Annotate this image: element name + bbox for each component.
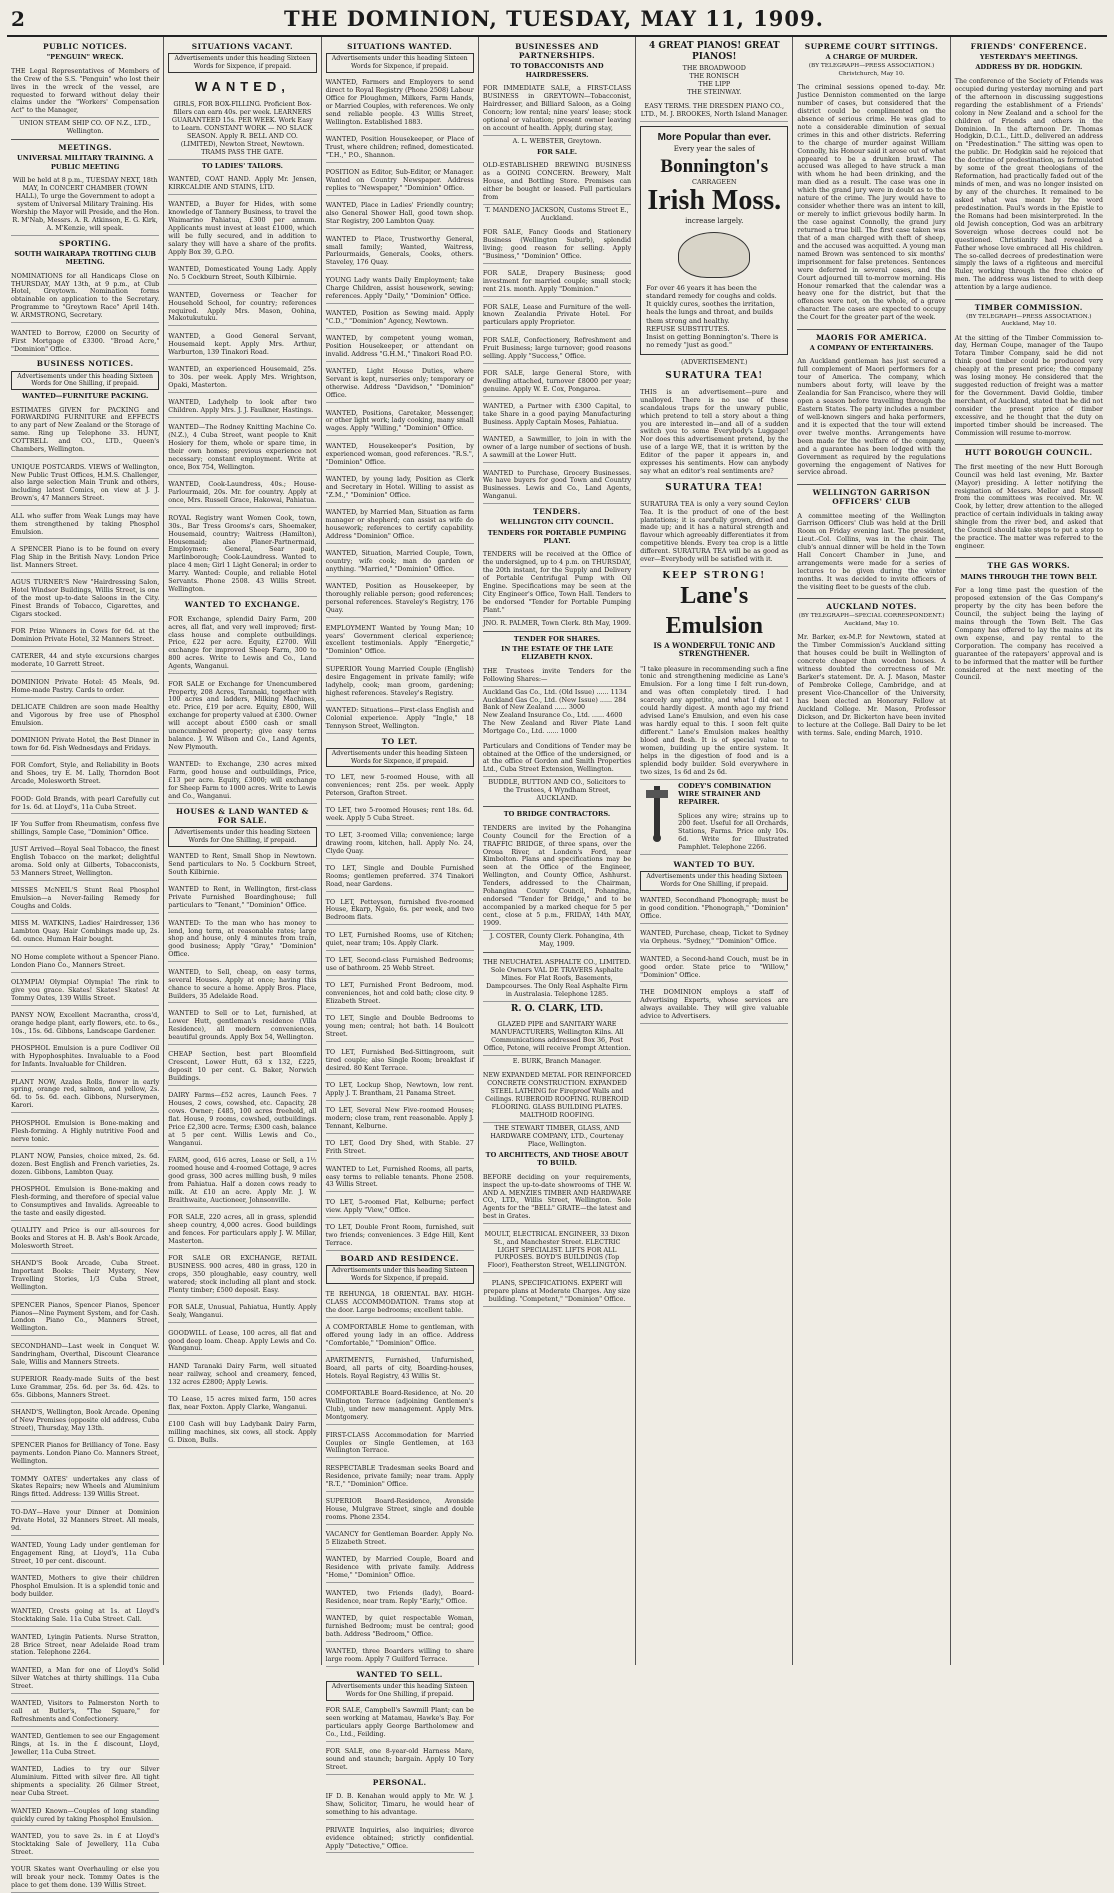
classified-ad: FOOD: Gold Brands, with pearl Carefully cut for 1s. 6d. at Lloyd's, 11a Cuba Street. [11, 796, 159, 815]
classified-ad: YOUNG Lady wants Daily Employment; take Charge Children, assist housework, sewing; references. Apply "Daily," "Dominion" Office. [326, 277, 474, 304]
classified-ad: IF You Suffer from Rheumatism, confess five shillings, Sample Case, "Dominion" Office. [11, 821, 159, 840]
article-subheading: A CHARGE OF MURDER. [825, 53, 918, 62]
tender-title: TENDER FOR SHARES. [513, 634, 601, 643]
classified-ad: SECONDHAND—Last week in Conquet W. Sandringham, Overthal, Discount Clearance Sale, Willis and Manners Streets. [11, 1343, 159, 1370]
rates-box: Advertisements under this heading Sixteen Words for Sixpence, if prepaid. [326, 53, 474, 72]
classified-ad: FOR SALE, Campbell's Sawmill Plant; can be seen working at Matamau, Hawke's Bay. For particulars apply George Bartholomew and Co., Ltd., Feilding. [326, 1707, 474, 1742]
classified-ad: WANTED Known—Couples of long standing quickly cured by taking Phosphol Emulsion. [11, 1808, 159, 1827]
classified-ad: £100 Cash will buy Ladybank Dairy Farm, milling machines, six cows, all stock. Apply G. Dixon, Bulls. [168, 1421, 316, 1448]
classified-ad: ALL who suffer from Weak Lungs may have them strengthened by taking Phosphol Emulsion. [11, 513, 159, 540]
classified-ad: WANTED: to Exchange, 230 acres mixed Farm, good house and outbuildings, Price, £13 per acre. Equity, £3000; will exchange for Sheep Farm to 1000 acres. Write to Lewis and Co., Wanganui. [168, 761, 316, 804]
bonnington-list [646, 284, 782, 349]
classified-ad: SUPERIOR Ready-made Suits of the best Luxe Grammar, 25s. 6d. per 3s. 6d. 42s. to 65s. Gibbons, Manners Street. [11, 1376, 159, 1403]
section-heading: SITUATIONS WANTED. [347, 42, 453, 51]
section-heading: MEETINGS. [58, 143, 112, 153]
classified-ad: WANTED, Crests going at 1s. at Lloyd's Stocktaking Sale. 11a Cuba Street. Call. [11, 1608, 159, 1627]
classified-ad: OLYMPIA! Olympia! Olympia! The rink to give you grace. Skates! Skates! Skates! At Tommy Oates, 139 Willis Street. [11, 979, 159, 1006]
classified-ad: FIRST-CLASS Accommodation for Married Couples or Single Gentlemen, at 163 Wellington Terrace. [326, 1432, 474, 1459]
carrageen-illustration [678, 232, 750, 278]
classified-ad: YOUR Skates want Overhauling or else you will break your neck. Tommy Oates is the place to get them done. 139 Willis Street. [11, 1866, 159, 1893]
classified-ad: PHOSPHOL Emulsion is Bone-making and Flesh-forming, and therefore of special value to Consumptives and Invalids. Agreeable to the taste and easily digested. [11, 1186, 159, 1221]
classified-ad: COMFORTABLE Board-Residence, at No. 20 Wellington Terrace (adjoining Gentlemen's Club), under new management. Apply Mrs. Montgomery. [326, 1390, 474, 1425]
classified-ad: WANTED, Young Lady under gentleman for Engagement Ring, at Lloyd's, 11a Cuba Street, 10 per cent. discount. [11, 1542, 159, 1569]
situations-wanted-list [326, 79, 474, 734]
sporting-text: NOMINATIONS for all Handicaps Close on THURSDAY, MAY 13th, at 9 p.m., at Club Hotel, Greytown. Nomination forms obtainable on application to the Secretary. Programme to "Greytown Race" April 14th. W. ARMSTRONG, Secretary. [11, 273, 159, 324]
rates-box: Advertisements under this heading Sixteen Words for One Shilling, if prepaid. [11, 371, 159, 390]
classified-ad: WANTED, Gentlemen to see our Engagement Rings, at 1s. in the £ discount, Lloyd, Jeweller, 11a Cuba Street. [11, 1733, 159, 1760]
classified-ad: AGUS TURNER'S New "Hairdressing Salon, Hotel Windsor Buildings, Willis Street, is one of the most up-to-date Saloons in the City. Finest Brands of Tobacco, Cigarettes, and Cigars stocked. [11, 579, 159, 622]
display-ad: MOULT, ELECTRICAL ENGINEER, 33 Dixon St., and Manchester Street. ELECTRIC LIGHT SPECIALIST. LIFTS FOR ALL PURPOSES. BOYD'S BUILDINGS (Top Floor), Featherston Street, WELLINGTON. [483, 1231, 631, 1274]
tender-text: THE Trustees invite Tenders for the Following Shares:— [483, 668, 631, 687]
piano-name: THE RONISCH [689, 72, 740, 81]
classified-ad: WANTED to Rent, Small Shop in Newtown. Send particulars to No. 5 Cockburn Street, South Kilbirnie. [168, 853, 316, 880]
classified-ad: WANTED, Positions, Caretaker, Messenger, or other light work; lady cooking, many small wages. Apply "Willing," "Dominion" Office. [326, 410, 474, 437]
masthead-title: THE DOMINION, TUESDAY, MAY 11, 1909. [283, 6, 824, 31]
classified-ad: WANTED to Borrow, £2000 on Security of First Mortgage of £3300. "Broad Acre," "Dominion" Office. [11, 330, 159, 357]
lanes-sub: IS A WONDERFUL TONIC AND STRENGTHENER. [653, 640, 776, 659]
bonnington-line: Every year the sales of [673, 144, 755, 153]
ad-title: TO LADIES' TAILORS. [201, 161, 283, 170]
classified-ad: WANTED, Purchase, cheap, Ticket to Sydney via Orpheus. "Sydney," "Dominion" Office. [640, 930, 788, 949]
classified-ad: RESPECTABLE Tradesman seeks Board and Residence, private family; near tram. Apply "R.T.," "Dominion" Office. [326, 1465, 474, 1492]
display-ad: THE NEUCHATEL ASPHALTE CO., LIMITED. Sole Owners VAL DE TRAVERS Asphalte Mines. For Flat Roofs, Basements, Dampcourses. The Only Real Asphalte Firm in Australasia. Telephone 1285. [483, 959, 631, 1002]
classified-ad: NO Home complete without a Spencer Piano. London Piano Co., Manners Street. [11, 954, 159, 973]
classified-ad: FOR SALE, Drapery Business; good investment for married couple; small stock; rent 21s. month. Apply "Dominion." [483, 270, 631, 297]
classified-ad: PANSY NOW, Excellent Macrantha, cross'd, orange hedge plant, early flowers, etc. to 6s., 10s., 15s. 6d. Gibbons, Landscape Gardener. [11, 1012, 159, 1039]
column-2 [164, 37, 321, 1665]
section-heading: SITUATIONS VACANT. [191, 42, 294, 51]
classified-ad: FOR IMMEDIATE SALE, a FIRST-CLASS BUSINESS in GREYTOWN—Tobacconist, Hairdresser, and Billiard Saloon, as a Going Concern; low rental; nine years' lease; stock optional or valuation; present owner leaving on account of health. Apply, during stay, [483, 85, 631, 136]
classified-ad: TO LET, Furnished Rooms, use of Kitchen; quiet, near tram; 10s. Apply Clark. [326, 932, 474, 951]
article-body: The conference of the Society of Friends was occupied during yesterday morning and part of the afternoon in discussing suggestions regarding the establishment of a Friends' colony in New Zealand and a school for the children of Friends and others in the Dominion. In the afternoon Dr. Thomas Hodgkin, D.C.L., Litt.D., delivered an address on "Predestination." The sitting was open to the public. Dr. Hodgkin said he rejoiced that the doctrine of predestination, as formulated by some of the great theologians of the Reformation, had practically faded out of the minds of men, and was no longer insisted on by any of the churches. It remained to be asked what was meant by the word predestination. Paul's words in the Epistle to the Romans had been misinterpreted. In the old Jewish conception, God was an arbitrary Sovereign whose decrees could not be questioned. Christianity had revealed a Father whose love embraced all His children. The so-called decrees of predestination were simply the laws of a righteous and merciful Ruler, working through the free choice of men. The address was listened to with deep attention by a large audience. [954, 76, 1103, 292]
strainer-heading: CODEY'S COMBINATION WIRE STRAINER AND REPAIRER. [678, 781, 772, 806]
classified-ad: TO LET, Several New Five-roomed Houses; modern; close tram, rent reasonable. Apply J. Tennant, Kelburne. [326, 1107, 474, 1134]
classified-ad: HAND Taranaki Dairy Farm, well situated near railway, school and creamery, fenced, 132 acres £2800; Apply Lewis. [168, 1363, 316, 1390]
classified-ad: WANTED, Lyingin Patients. Nurse Stratton, 28 Brice Street, near Adelaide Road tram station. Telephone 2264. [11, 1634, 159, 1661]
classified-ad: TO LET, 3-roomed Villa; convenience; large drawing room, kitchen, hall. Apply No. 24, Clyde Quay. [326, 832, 474, 859]
classified-ad: WANTED, you to save 2s. in £ at Lloyd's Stocktaking Sale of Jewellery, 11a Cuba Street. [11, 1833, 159, 1860]
classified-ad: WANTED, by competent young woman, Position Housekeeper, or attendant on invalid. Address "G.H.M.," Tinakori Road P.O. [326, 335, 474, 362]
bonnington-brand: Bonnington's [660, 156, 769, 178]
classified-ad: FOR Comfort, Style, and Reliability in Boots and Shoes, try E. M. Lally, Thorndon Boot Arcade, Molesworth Street. [11, 762, 159, 789]
classified-ad: WANTED, a Sawmiller, to join in with the owner of a large number of sections of bush. A sawmill at the Lower Hutt. [483, 436, 631, 463]
classified-ad: WANTED to Place, Trustworthy General, small family; Wanted, Waitress, Parlourmaids, Generals, Cooks, others. Staveley, 176 Quay. [326, 236, 474, 271]
display-ad: BEFORE deciding on your requirements, inspect the up-to-date showrooms of THE W. AND A. MENZIES TIMBER AND HARDWARE CO., LTD., Willis Street, Wellington. Sole Agents for the "BELL" GRATE—the latest and best in Grates. [483, 1174, 631, 1225]
section-heading: BUSINESSES AND PARTNERSHIPS. [515, 42, 599, 61]
notice-title: "PENGUIN" WRECK. [46, 53, 124, 62]
section-heading: HOUSES & LAND WANTED & FOR SALE. [176, 807, 309, 826]
classified-ad: PHOSPHOL Emulsion is a pure Codliver Oil with Hypophosphites. Invaluable to a Food for Infants. Invaluable for Children. [11, 1045, 159, 1072]
classified-ad: FOR SALE, one 8-year-old Harness Mare, sound and staunch; bargain. Apply 10 Tory Street. [326, 1748, 474, 1775]
piano-text: EASY TERMS. THE DRESDEN PIANO CO., LTD., M. J. BROOKES, North Island Manager. [640, 103, 788, 122]
suratura-heading: SURATURA TEA! [665, 371, 764, 382]
article-body: The first meeting of the new Hutt Borough Council was held last evening, Mr. Baxter (Mayor) presiding. A letter notifying the resignation of Messrs. Mellor and Russell from the committees was received. Mr. W. Cook, by letter, drew attention to the alleged practice of certain individuals in taking away shingle from the river bed, and asked that the Council should take steps to put a stop to the practice. The matter was referred to the engineer. [954, 462, 1103, 551]
meeting-title: UNIVERSAL MILITARY TRAINING. A PUBLIC MEETING [17, 154, 154, 171]
article-subheading: A COMPANY OF ENTERTAINERS. [809, 343, 934, 352]
piano-heading: 4 GREAT PIANOS! GREAT PIANOS! [648, 41, 780, 63]
article-heading: FRIENDS' CONFERENCE. [970, 42, 1088, 51]
classified-ad: WANTED, Position as Housekeeper, by thoroughly reliable person; good references; personal references. Staveley's Registry, 176 Quay. [326, 583, 474, 618]
strainer-ad [640, 782, 788, 856]
bonnington-ad [640, 126, 788, 355]
article-dateline: (BY TELEGRAPH—PRESS ASSOCIATION.) Auckland, May 10. [966, 313, 1092, 327]
classified-ad: IF D. B. Kenahan would apply to Mr. W. J. Shaw, Solicitor, Timaru, he would hear of something to his advantage. [326, 1793, 474, 1820]
column-3 [322, 37, 479, 1850]
classified-ad: WANTED, Visitors to Palmerston North to call at Butler's, "The Square," for Refreshments and Confectionery. [11, 1700, 159, 1727]
article-subheading: YESTERDAY'S MEETINGS. [979, 53, 1078, 62]
article-heading: SUPREME COURT SITTINGS. [804, 42, 939, 51]
classified-ad: VACANCY for Gentleman Boarder. Apply No. 5 Elizabeth Street. [326, 1531, 474, 1550]
classified-ad: WANTED: Situations—First-class English and Colonial experience. Apply "Ingle," 18 Tennyson Street, Wellington. [326, 707, 474, 734]
tender-text: Particulars and Conditions of Tender may be obtained at the Office of the undersigned, or at the office of Gordon and Smith Properties Ltd., Cuba Street Extension, Wellington. [483, 743, 631, 778]
classified-ad: WANTED, Ladyhelp to look after two Children. Apply Mrs. J. J. Faulkner, Hastings. [168, 399, 316, 418]
rates-box: Advertisements under this heading Sixteen Words for Sixpence, if prepaid. [326, 1265, 474, 1284]
classified-ad: WANTED, Secondhand Phonograph; must be in good condition. "Phonograph," "Dominion" Office. [640, 897, 788, 924]
article-body: For a long time past the question of the proposed extension of the Gas Company's property by the city has been before the Council, the subject being the laying of mains through the Town Belt. The Gas Company has offered to lay the mains at its own expense, and pay rental to the Corporation. The company has received a guarantee of the ratepayers' approval and is to be informed that the matter will be further considered at the next meeting of the Council. [954, 586, 1103, 682]
classified-ad: THE DOMINION employs a staff of Advertising Experts, whose services are always available. They will give valuable advice to Advertisers. [640, 989, 788, 1024]
ad-signature: A. L. WEBSTER, Greytown. [512, 136, 602, 145]
column-5 [636, 37, 793, 1665]
wanted-banner: WANTED, [194, 78, 290, 94]
section-heading: BOARD AND RESIDENCE. [340, 1253, 459, 1263]
classified-ad: FOR Exchange, splendid Dairy Farm, 200 acres, all flat, and very well improved; first-class house and complete outbuildings. Price, £22 per acre. Equity, £2700. Will exchange for improved Sheep Farm, 300 to 800 acres. Write to Lewis and Co., Land Agents, Wanganui. [168, 616, 316, 675]
masthead [7, 6, 1107, 37]
classified-ad: PRIVATE Inquiries, also inquiries; divorce evidence obtained; strictly confidential. Apply "Detective," Office. [326, 1827, 474, 1854]
page-number: 2 [11, 7, 25, 31]
classified-ad: WANTED to Let, Furnished Rooms, all parts, easy terms to reliable tenants. Phone 2508. 43 Willis Street. [326, 1166, 474, 1193]
keep-strong: KEEP STRONG! [662, 571, 767, 582]
meeting-text: Will be held at 8 p.m., TUESDAY NEXT, 18th MAY, In CONCERT CHAMBER (TOWN HALL), To urge the Government to adopt a system of Universal Military Training. His Worship the Mayor will Preside, and the Hon. R. M'Nab, Messrs. A. R. Atkinson, E. G. Kirk, A. M'Kenzie, will speak. [11, 177, 159, 236]
tender-text: TENDERS will be received at the Office of the undersigned, up to 4 p.m. on THURSDAY, the 20th instant, for the Supply and Delivery of Portable Centrifugal Pump with Oil Engine. Specifications may be seen at the City Engineer's Office, Town Hall. Tenders to be endorsed "Tender for Portable Pumping Plant." [483, 551, 631, 618]
personal-list [326, 1793, 474, 1853]
classified-ad: TO Lease, 15 acres mixed farm, 150 acres flax, near Foxton. Apply Clarke, Wanganui. [168, 1396, 316, 1415]
classified-ad: DOMINION Private Hotel, the Best Dinner in town for 6d. Fish Wednesdays and Fridays. [11, 737, 159, 756]
share-line: Auckland Gas Co., Ltd. (New Issue) ...... 284 [482, 695, 627, 704]
share-line: Bank of New Zealand ...... 3000 [482, 703, 586, 712]
classified-ad: TO LET, Second-class Furnished Bedrooms; use of bathroom. 25 Webb Street. [326, 957, 474, 976]
tender-text: TENDERS are invited by the Pohangina County Council for the Erection of a TRAFFIC BRIDGE, of three spans, over the Oroua River, at Londen's Ford, near Kimbolton. Plans and specifications may be seen at the Office of the Engineer, Wellington, and County Office, Ashhurst. Tenders, addressed to the Chairman, Pohangina County Council, Pohangina, endorsed "Tender for Bridge," and to be accompanied by a marked cheque for 5 per cent., close at 5 p.m., FRIDAY, 14th MAY, 1909. [483, 825, 631, 931]
classified-ad: SHAND'S Book Arcade, Cuba Street. Important Books: Their Mystery, New Travelling Stories, 1/3 Cuba Street, Wellington. [11, 1260, 159, 1295]
classified-ad: WANTED, a Man for one of Lloyd's Solid Silver Watches at thirty shillings. 11a Cuba Street. [11, 1667, 159, 1694]
exchange-list [168, 616, 316, 804]
tender-signature: JNO. R. PALMER, Town Clerk. 8th May, 1909. [483, 618, 631, 627]
classified-ad: WANTED, by young lady, Position as Clerk and Secretary in Hotel. Willing to assist as "Z.M.," "Dominion" Office. [326, 476, 474, 503]
business-list [483, 229, 631, 504]
classified-ad: TO LET, Single and Double Furnished Rooms; gentlemen preferred. 374 Tinakori Road, near Gardens. [326, 865, 474, 892]
ad-title: WANTED—FURNITURE PACKING. [22, 391, 149, 400]
rates-box: Advertisements under this heading Sixteen Words for One Shilling, if prepaid. [168, 827, 316, 846]
classified-ad: FOR Prize Winners in Cows for 6d. at the Dominion Private Hotel, 32 Manners Street. [11, 628, 159, 647]
tender-estate: IN THE ESTATE OF THE LATE ELIZABETH KNOX. [501, 644, 613, 662]
tender-signature: BUDDLE, BUTTON AND CO., Solicitors to the Trustees, 4 Wyndham Street, AUCKLAND. [488, 778, 626, 803]
classified-ad: WANTED, a Second-hand Couch, must be in good order. State price to "Willow," "Dominion" Office. [640, 956, 788, 983]
classified-ad: WANTED, Domesticated Young Lady. Apply No. 5 Cockburn Street, South Kilbirnie. [168, 266, 316, 285]
rates-box: Advertisements under this heading Sixteen Words for Sixpence, if prepaid. [326, 748, 474, 767]
article-subheading: MAINS THROUGH THE TOWN BELT. [960, 572, 1098, 581]
section-heading: SPORTING. [59, 238, 112, 248]
rates-box: Advertisements under this heading Sixteen Words for One Shilling, if prepaid. [640, 871, 788, 890]
section-heading: WANTED TO BUY. [673, 860, 756, 870]
classified-ad: SPENCER Pianos, Spencer Pianos, Spencer Pianos—Nine Payment System, and for Cash. London Piano Co., Manners Street, Wellington. [11, 1302, 159, 1337]
article-heading: TIMBER COMMISSION. [974, 302, 1083, 312]
classified-ad: GOODWILL of Lease, 100 acres, all flat and good deep loam. Cheap. Apply Lewis and Co. Wanganui. [168, 1330, 316, 1357]
classified-ad: WANTED to Rent, in Wellington, first-class Private Furnished Boardinghouse; full particulars to "Tenant," "Dominion" Office. [168, 886, 316, 913]
share-line: Auckland Gas Co., Ltd. (Old Issue) ...... 1134 [482, 687, 627, 696]
piano-name: THE LIPP [698, 80, 731, 89]
classified-ad: UNIQUE POSTCARDS. VIEWS of Wellington, New Public Trust Offices, H.M.S. Challenger, also large selection Main Trunk and others, including latest Comics, on view at J. J. Brown's, 47 Manners Street. [11, 464, 159, 507]
bonnington-point: For over 46 years it has been the standard remedy for coughs and colds. It quickly cures, soothes the irritation, heals the lungs and throat, and builds them strong and healthy. [646, 283, 777, 325]
classified-ad: TO LET, 5-roomed Flat, Kelburne; perfect view. Apply "View," Office. [326, 1199, 474, 1218]
classified-ad: WANTED, an experienced Housemaid, 25s. to 30s. per week. Apply Mrs. Wrightson, Opaki, Masterton. [168, 366, 316, 393]
classified-ad: TO LET, Lockup Shop, Newtown, low rent. Apply J. T. Brantham, 21 Panama Street. [326, 1082, 474, 1101]
classified-ad: ESTIMATES GIVEN for PACKING and FORWARDING FURNITURE and EFFECTS to any part of New Zealand or the Storage of same. Ring up Telephone 33. HUNT, COTTRELL and CO., LTD., Queen's Chambers, Wellington. [11, 407, 159, 458]
classified-ad: FOR SALE, Confectionery, Refreshment and Fruit Business; large turnover; good reasons selling. Apply "Success," Office. [483, 337, 631, 364]
classified-ad: SUPERIOR Board-Residence, Avonside House, Mulgrave Street, single and double rooms. Phone 2354. [326, 1498, 474, 1525]
classified-ad: WANTED, three Boarders willing to share large room. Apply 7 Guilford Terrace. [326, 1648, 474, 1667]
classified-ad: DOMINION Private Hotel: 45 Meals, 9d. Home-made Pastry. Cards to order. [11, 679, 159, 698]
section-heading: PERSONAL. [372, 1777, 427, 1787]
classified-ad: WANTED, Governess or Teacher for Household School, for country; references required. Apply Mrs. Mason, Oohina, Makotukutuku. [168, 292, 316, 327]
classified-ad: MISS M. WATKINS, Ladies' Hairdresser, 136 Lambton Quay. Hair Combings made up, 2s. 6d. ounce. Human Hair bought. [11, 920, 159, 947]
lanes-brand: Lane's Emulsion [665, 583, 763, 640]
classified-ad: WANTED, by quiet respectable Woman, furnished Bedroom; must be central; good bath. Address "Bedroom," Office. [326, 1615, 474, 1642]
board-list [326, 1291, 474, 1667]
lanes-text: "I take pleasure in recommending such a fine tonic and strengthening medicine as Lane's Emulsion. For a long time I felt run-down, and was often completely tired. I had scarcely any appetite, and what I did eat I could hardly digest. A month ago my friend advised Lane's Emulsion, and even his case was hardly equal to this. I soon felt quite different." Lane's Emulsion makes healthy blood and flesh. It is of special value to women, building up the entire system. It helps in the digestion of food and is a splendid body builder. Sold everywhere in two sizes, 1s 6d and 2s 6d. [640, 666, 788, 780]
classified-ad: WANTED, by Married Man, Situation as farm manager or shepherd; can assist as wife do housework; references to certify capability. Address "Dominion" Office. [326, 509, 474, 544]
suratura-text: THIS is an advertisement—pure and unalloyed. There is no use of these scandalous traps for the unwary public, which pretend to tell a story about a thing you are interested in—and all of a sudden switch you to some Everybody's Luggage! Nor does this advertisement pretend, by the use of a large WE, that it is written by the Editor of the paper it appears in, and expresses his sentiments. How can anybody say what an editor's real sentiments are? [640, 389, 788, 479]
ad-signature: T. MANDENO JACKSON, Customs Street E., Auckland. [485, 205, 629, 222]
business-notices-list [11, 464, 159, 1893]
classified-ad: WANTED, Position Housekeeper, or Place of Trust, where children; refined, domesticated. "T.H.," P.O., Shannon. [326, 136, 474, 163]
classified-ad: SUPERIOR Young Married Couple (English) desire Engagement in private family; wife ladyhelp, cook; man groom, gardening; highest references. Staveley's Registry. [326, 666, 474, 701]
classified-ad: A SPENCER Piano is to be found on every Flag Ship in the British Navy. London Price list. Manners Street. [11, 546, 159, 573]
classified-ad: SPENCER Pianos for Brilliancy of Tone. Easy payments. London Piano Co. Manners Street, Wellington. [11, 1442, 159, 1469]
bonnington-point: REFUSE SUBSTITUTES. [646, 324, 730, 333]
classified-ad: FOR SALE, Lease and Furniture of the well-known Zealandia Private Hotel. For particulars apply Proprietor. [483, 304, 631, 331]
lanes-ad [640, 571, 788, 659]
article-body: A committee meeting of the Wellington Garrison Officers' Club was held at the Drill Room on Friday evening last. The president, Lieut.-Col. Collins, was in the chair. The club's annual dinner will be held in the Town Hall Concert Chamber in June, and arrangements were made for a series of lectures to be given during the winter months. It was decided to invite officers of the visiting fleet to be guests of the club. [797, 511, 946, 591]
section-heading: PUBLIC NOTICES. [43, 42, 128, 51]
classified-ad: WANTED, a Partner with £300 Capital, to take Share in a good paying Manufacturing Business. Apply Captain Moses, Pahiatua. [483, 403, 631, 430]
column-4 [479, 37, 636, 1665]
piano-name: THE BROADWOOD [682, 64, 746, 73]
classified-ad: WANTED—The Rodney Knitting Machine Co. (N.Z.), 4 Cuba Street, want people to Knit Hosiery for them, whole or spare time, in their own homes; previous experience not necessary; constant employment. Write at once, Box 754, Wellington. [168, 424, 316, 475]
classified-ad: PLANT NOW, Azalea Rolls, flower in early spring, orange red, salmon, and yellow, 2s. 6d. to 5s. 6d. each. Gibbons, Nurserymen, Karori. [11, 1079, 159, 1114]
piano-list [640, 65, 788, 97]
classified-ad: FOR SALE, 220 acres, all in grass, splendid sheep country, 4,000 acres. Good buildings and fences. For particulars apply J. W. Millar, Masterton. [168, 1214, 316, 1249]
classified-ad: OLD-ESTABLISHED BREWING BUSINESS as a GOING CONCERN. Brewery, Malt House, and Bottling Store. Premises can either be bought or leased. Full particulars from [483, 162, 631, 205]
column-1 [7, 37, 164, 1889]
classified-ad: DELICATE Children are soon made Healthy and Vigorous by free use of Phosphol Emulsion. [11, 704, 159, 731]
notice-text: THE Legal Representatives of Members of the Crew of the S.S. "Penguin" who lost their lives in the wreck of the vessel, are requested to forward without delay their claims under the "Workers' Compensation Act" to the Manager, [11, 68, 159, 119]
bonnington-point: Insist on getting Bonnington's. There is no remedy "just as good." [646, 332, 779, 350]
wanted-buy-list [640, 897, 788, 1023]
classified-ad: WANTED, two Friends (lady), Board-Residence, near tram. Reply "Early," Office. [326, 1590, 474, 1609]
share-line: New Zealand Insurance Co., Ltd. ...... 4600 [482, 711, 623, 720]
classified-ad: FOR SALE, large General Store, with dwelling attached, turnover £8000 per year; genuine. Apply W. E. Cox, Pongaroa. [483, 370, 631, 397]
tender-signature: J. COSTER, County Clerk. Pohangina, 4th May, 1909. [489, 931, 625, 948]
classified-ad: TO LET, Double Front Room, furnished, suit two friends; conveniences. 3 Edge Hill, Kent Terrace. [326, 1224, 474, 1251]
column-6 [793, 37, 950, 1665]
classified-ad: TO LET, Furnished Front Bedroom, mod. conveniences, hot and cold bath; close city. 9 Elizabeth Street. [326, 982, 474, 1009]
classified-ad: WANTED to Purchase, Grocery Businesses. We have buyers for good Town and Country Businesses. Lewis and Co., Land Agents, Wanganui. [483, 470, 631, 505]
classified-ad: JUST Arrived—Royal Seal Tobacco, the finest English Tobacco on the market; delightful aroma. Sold only at Gilberts, Tobacconists, 53 Manners Street, Wellington. [11, 846, 159, 881]
share-line: The New Zealand and River Plate Land Mortgage Co., Ltd. ...... 1000 [482, 719, 632, 736]
article-heading: MAORIS FOR AMERICA. [815, 332, 928, 342]
classified-ad: FOR SALE, Unusual, Pahiatua, Huntly. Apply Sealy, Wanganui. [168, 1304, 316, 1323]
article-heading: HUTT BOROUGH COUNCIL. [965, 448, 1093, 458]
classified-ad: TO-DAY—Have your Dinner at Dominion Private Hotel, 32 Manners Street. All meals, 9d. [11, 1509, 159, 1536]
article-body: Mr. Barker, ex-M.P. for Newtown, stated at the Timber Commission's Auckland sitting that houses could be built in Wellington of concrete cheaper than wooden houses. A witness doubted the correctness of Mr. Barker's statement. Dr. A. J. Mason, Master of Pembroke College, Cambridge, and at present Vice-Chancellor of the University, has been elected an Honorary Fellow at Auckland College. Mr. Mason, Professor Dickson, and Dr. Bickerton have been invited to lecture at the College. Ball Dairy to be let with terms. Sale, ending March, 1910. [797, 633, 946, 737]
tender-title: TENDERS FOR PORTABLE PUMPING PLANT. [487, 528, 627, 545]
strainer-icon [640, 784, 674, 844]
ad-title: TO TOBACCONISTS AND HAIRDRESSERS. [510, 62, 604, 79]
classified-ad: WANTED, Farmers and Employers to send direct to Royal Registry (Phone 2508) Labour Office for Ploughmen, Milkers, Farm Hands, or Married Couples, with references. We only send reliable people. 43 Willis Street, Wellington. Established 1883. [326, 79, 474, 130]
article-subheading: ADDRESS BY DR. HODGKIN. [975, 63, 1083, 72]
tender-authority: WELLINGTON CITY COUNCIL. [500, 518, 614, 527]
houses-list [168, 853, 316, 1448]
classified-ad: WANTED, Ladies to try our Silver Aluminium. Fitted with silver fire. All tight shipments a speciality. 26 Gilmer Street, near Cuba Street. [11, 1766, 159, 1801]
classified-ad: FOR SALE or Exchange for Unencumbered Property, 208 Acres, Taranaki, together with 100 acres and ladders, Milking Machines, etc. Price, £19 per acre. Equity, £800, Will exchange for property valued at £300. Owner will accept about £500 cash or small unencumbered property; give easy terms balance. J. W. Wilson and Co., Land Agents, New Plymouth. [168, 681, 316, 755]
classified-ad: WANTED, Situation, Married Couple, Town, country; wife cook; man do garden or anything. "Married," "Dominion" Office. [326, 550, 474, 577]
vacant-list [168, 201, 316, 597]
rates-box: Advertisements under this heading Sixteen Words for One Shilling, if prepaid. [326, 1681, 474, 1700]
bonnington-line: CARRAGEEN [692, 178, 737, 187]
classified-ad: TE REHUNGA, 18 ORIENTAL BAY. HIGH-CLASS ACCOMMODATION. Trams stop at the door. Large bedrooms; excellent table. [326, 1291, 474, 1318]
classified-ad: WANTED, a Buyer for Hides, with some knowledge of Tannery Business, to travel the Waimarino Pahiatua, £300 per annum. Applicants must invest at least £1000, which will be fully secured, and in addition to salary they will have a share of the profits. Apply Box 39, G.P.O. [168, 201, 316, 260]
classified-ad: ROYAL Registry want Women Cook, town, 30s., Bar Tress Grooms's cars, Shoemaker, Housemaid, country; Waitress (Hamilton), Housemaid; also Planer-Partnermaid, Employmen: General, Sear paid, Marlinborough; Cook-Laundress. Wanted to place 4 men; Girl 1 Light General; in order to Marry. Wanted: Couple, and reliable Hotel Servants. Phone 2508. 43 Willis Street. Wellington. [168, 515, 316, 597]
article-dateline: (BY TELEGRAPH—SPECIAL CORRESPONDENT.) Auckland, May 10. [798, 613, 945, 627]
column-7 [951, 37, 1107, 1665]
section-heading: WANTED TO EXCHANGE. [184, 600, 301, 610]
article-body: An Auckland gentleman has just secured a full complement of Maori performers for a tour of America. The company, which numbers about forty, will leave by the Zealandia for San Francisco, where they will open a season before travelling through the Eastern States. The party includes a number of well-known singers and haka performers, and it is expected that the tour will extend over twelve months. Arrangements have been made for the welfare of the company, and a guarantee has been lodged with the Government as required by the regulations governing the engagement of Natives for service abroad. [797, 357, 946, 477]
classified-ad: TO LET, Good Dry Shed, with Stable. 27 Frith Street. [326, 1140, 474, 1159]
classified-ad: WANTED, Cook-Laundress, 40s.; House-Parlourmaid, 20s. Mr. for country. Apply at once, Mrs. Russell Grace, Hakowai, Pahiatua. [168, 481, 316, 508]
classified-ad: PLANT NOW, Pansies, choice mixed, 2s. 6d. dozen. Best English and French varieties, 2s. dozen. Gibbons, Lambton Quay. [11, 1153, 159, 1180]
shares-list [483, 689, 631, 737]
article-body: The criminal sessions opened to-day. Mr. Justice Denniston commented on the large number of cases, but considered that the district could be complimented on the absence of serious crime. He was glad to note a considerable diminution of sexual crimes in this and other districts. Referring to the charge of murder against William Connolly, his Honour said it arose out of what appeared to be a drunken brawl. The accused was alleged to have struck a man with whom he had been drinking, and the man died as a result. The case was one in which the grand jury were in doubt as to the nature of the crime. The jury would have to consider whether there was an intent to kill, or merely to inflict grievous bodily harm. In the case against Connolly, the grand jury returned a true bill. The first case taken was that of a man charged with theft of sheep, and the accused was acquitted. A young man named Brown was sentenced to six months' imprisonment for false pretences. Sentences were deferred in several cases, and the Court adjourned till to-morrow morning. His Honour remarked that the calendar was a heavy one for the district, but that the offences were not, on the whole, of a grave character. The cases are expected to occupy the Court for the greater part of the week. [797, 83, 946, 322]
classified-ad: FOR SALE, Fancy Goods and Stationery Business (Wellington Suburb), splendid living; good reason for selling. Apply "Business," "Dominion" Office. [483, 229, 631, 264]
classified-ad: SHAND'S, Wellington, Book Arcade. Opening of New Premises (opposite old address, Cuba Street), Thursday, May 13th. [11, 1409, 159, 1436]
display-ad: GIRLS, FOR BOX-FILLING. Proficient Box-fillers can earn 40s. per week. LEARNERS GUARANTEED 15s. PER WEEK. Work Easy to Learn. CONSTANT WORK — NO SLACK SEASON. Apply R. BELL AND CO. (LIMITED), Newton Street, Newtown. TRAMS PASS THE GATE. [168, 101, 316, 160]
display-ad: GLAZED PIPE and SANITARY WARE MANUFACTURERS, Wellington Kilns. All Communications addressed Box 36, Post Office, Petone, will receive Prompt Attention. [483, 1021, 631, 1056]
classified-ad: DAIRY Farms—£52 acres, Launch Fees. 7 Houses, 2 cows, cowshed, etc. Capacity, 28 cows. Owner; £485, 100 acres freehold, all flat. House, 9 rooms, cowshed, outbuildings. Price £2,300 acre. Terms; £300 cash, balance at 5 per cent. Willis Lewis and Co., Wanganui. [168, 1092, 316, 1151]
classified-ad: POSITION as Editor, Sub-Editor, or Manager. Wanted on Country Newspaper. Address replies to "Newspaper," "Dominion" Office. [326, 169, 474, 196]
classified-ad: PHOSPHOL Emulsion is Bone-making and Flesh-forming. A Highly nutritive Food and nerve tonic. [11, 1120, 159, 1147]
article-heading: THE GAS WORKS. [987, 561, 1071, 571]
ad-title: TO ARCHITECTS, AND THOSE ABOUT TO BUILD. [485, 1150, 629, 1168]
ad-signature: THE STEWART TIMBER, GLASS, AND HARDWARE COMPANY, LTD., Courtenay Place, Wellington. [490, 1124, 624, 1148]
ad-title: FOR SALE. [536, 147, 577, 156]
advertisement-label: (ADVERTISEMENT.) [680, 358, 748, 367]
classified-ad: WANTED, by Married Couple, Board and Residence with private family. Address "Home," "Dominion" Office. [326, 1556, 474, 1583]
newspaper-page [7, 6, 1107, 1889]
classified-ad: TOMMY OATES' undertakes any class of Skates Repairs; new Wheels and Aluminium Rings fitted. Address: 139 Willis Street. [11, 1476, 159, 1503]
classified-ad: WANTED, Position as Sewing maid. Apply "C.D.," "Dominion" Agency, Newtown. [326, 310, 474, 329]
tender-title: TO BRIDGE CONTRACTORS. [503, 810, 611, 819]
suratura-heading: SURATURA TEA! [665, 483, 764, 494]
classified-ad: WANTED, Light House Duties, where Servant is kept, nurseries only; temporary or otherwise. Address "Davidson," "Dominion" Office. [326, 368, 474, 403]
section-heading: TO LET. [381, 736, 418, 746]
classified-ad: FARM, good, 616 acres, Lease or Sell, a 1½ roomed house and 4-roomed Cottage, 9 acres good grass, 300 acres milling bush, 9 miles from Pahiatua. Half a dozen cows ready to milk. At £10 an acre. Apply Mr. J. W. Braithwaite, Auctioneer, Johnsonville. [168, 1157, 316, 1208]
bonnington-headline: More Popular than ever. [657, 132, 771, 144]
classified-ad: WANTED to Sell or to Let, furnished, at Lower Hutt, gentleman's residence (Villa Residence), all modern conveniences, beautiful grounds. Apply Box 54, Wellington. [168, 1010, 316, 1045]
section-heading: BUSINESS NOTICES. [36, 359, 134, 369]
article-dateline: (BY TELEGRAPH—PRESS ASSOCIATION.) Christchurch, May 10. [808, 63, 935, 77]
notice-signature: UNION STEAM SHIP CO. OF N.Z., LTD., Wellington. [19, 119, 152, 136]
suratura-text: SURATURA TEA is only a very sound Ceylon Tea. It is the product of one of the best plantations; it is carefully grown, dried and made up; and it has a natural strength and flavour which agreeably differentiates it from competitive blends. Every tea crop is a little different. SURATURA TEA will be as good as ever—Everybody will be satisfied with it. [640, 501, 788, 568]
classified-ad: FOR SALE OR EXCHANGE, RETAIL BUSINESS. 900 acres, 480 in grass, 120 in crops, 350 ploughable, easy country, well watered; stock including all plant and stock. Plenty timber; £500 deposit. Easy. [168, 1255, 316, 1298]
classified-ad: CHEAP Section, best part Bloomfield Crescent, Lower Hutt, 63 x 132, £225, deposit 10 per cent. G. Baker, Norwich Buildings. [168, 1051, 316, 1086]
classified-ad: QUALITY and Price is our all-sources for Books and Stores at H. B. Ash's Book Arcade, Molesworth Street. [11, 1227, 159, 1254]
classified-ad: TO LET, Furnished Bed-Sittingroom, suit tired couple; also Single Room; breakfast if desired. 80 Kent Terrace. [326, 1049, 474, 1076]
classified-ad: CATERER, 44 and style excursions charges moderate, 10 Garrett Street. [11, 653, 159, 672]
article-heading: AUCKLAND NOTES. [826, 602, 917, 612]
ad-signature: E. BURK, Branch Manager. [512, 1057, 602, 1066]
classified-ad: WANTED, to Sell, cheap, on easy terms, several Houses. Apply at once; having this chance to secure a home. Apply Bros. Place, Builders, 35 Adelaide Road. [168, 969, 316, 1004]
strainer-text: Splices any wire; strains up to 200 feet. Useful for all Orchards, Stations, Farms. Price only 10s. 6d. Write for Illustrated Pamphlet. Telephone 2266. [640, 813, 788, 856]
classified-ad: TO LET, new 5-roomed House, with all conveniences; rent 25s. per week. Apply Peterson, Grafton Street. [326, 774, 474, 801]
sporting-title: SOUTH WAIRARAPA TROTTING CLUB MEETING. [14, 249, 156, 267]
bonnington-product: Irish Moss. [647, 185, 782, 217]
piano-name: THE STEINWAY. [687, 88, 742, 97]
article-heading: WELLINGTON GARRISON OFFICERS' CLUB [812, 487, 931, 506]
sell-list [326, 1707, 474, 1775]
classified-ad: WANTED: To the man who has money to lend, long term, at reasonable rates; large shop and house, only 4 minutes from train, good business; Apply "Gray," "Dominion" Office. [168, 920, 316, 963]
classified-ad: WANTED, Place in Ladies' Friendly country; also General Shower Hall, good town shop. Star Registry, 200 Lambton Quay. [326, 202, 474, 229]
classified-ad: TO LET, two 5-roomed Houses; rent 18s. 6d. week. Apply 5 Cuba Street. [326, 807, 474, 826]
to-let-list [326, 774, 474, 1251]
classified-ad: EMPLOYMENT Wanted by Young Man; 10 years' Government clerical experience; excellent testimonials. Apply "Energetic," "Dominion" Office. [326, 625, 474, 660]
rates-box: Advertisements under this heading Sixteen Words for Sixpence, if prepaid. [168, 53, 316, 72]
section-heading: WANTED TO SELL. [356, 1669, 443, 1679]
article-body: At the sitting of the Timber Commission to-day, Herman Coupe, manager of the Taupo Totara Timber Company, said he did not think good timber could be produced very cheaply at the present price; the company was losing money. He considered that the suggested reduction of freight was a matter for the Government. David Goldie, timber merchant, of Auckland, stated that he did not consider the present price of timber excessive, and he thought that the duty on imported timber should be increased. The Commission will resume to-morrow. [954, 333, 1103, 437]
ad-signature: R. O. CLARK, LTD. [510, 1003, 604, 1014]
classified-ad: TO LET, Single and Double Bedrooms to young men; central; hot bath. 14 Boulcott Street. [326, 1015, 474, 1042]
classified-ad: WANTED, a Good General Servant, Housemaid kept. Apply Mrs. Arthur, Warburton, 139 Tinakori Road. [168, 333, 316, 360]
classified-ad: WANTED, COAT HAND. Apply Mr. Jensen, KIRKCALDIE AND STAINS, LTD. [168, 176, 316, 195]
classified-ad: A COMFORTABLE Home to gentleman, with offered young lady in an office. Address "Comfortable," "Dominion" Office. [326, 1324, 474, 1351]
display-ad: NEW EXPANDED METAL FOR REINFORCED CONCRETE CONSTRUCTION. EXPANDED STEEL LATHING for Fireproof Walls and Ceilings. RUBEROID ROOFING. RUBEROID FLOORING. GLASS BUILDING PLATES. MALTHOID ROOFING. [483, 1072, 631, 1123]
classified-ad: MISSES McNEIL'S Stunt Real Phosphol Emulsion—a Never-failing Remedy for Coughs and Colds. [11, 887, 159, 914]
classified-ad: TO LET, Petteyson, furnished five-roomed House, Ekarp, Ngaio, 6s. per week, and two Bedroom flats. [326, 899, 474, 926]
section-heading: TENDERS. [533, 507, 581, 517]
classified-ad: WANTED, Mothers to give their children Phosphol Emulsion. It is a splendid tonic and body builder. [11, 1575, 159, 1602]
display-ad: PLANS, SPECIFICATIONS. EXPERT will prepare plans at Moderate Charges. Any size building. "Competent," "Dominion" Office. [483, 1280, 631, 1307]
classified-ad: WANTED, Housekeeper's Position, by experienced woman, good references. "R.S.", "Dominion" Office. [326, 443, 474, 470]
bonnington-line: increase largely. [685, 217, 744, 226]
classified-ad: APARTMENTS, Furnished, Unfurnished, Board, all parts of city, Boarding-houses, Hotels. Royal Registry, 43 Willis St. [326, 1357, 474, 1384]
